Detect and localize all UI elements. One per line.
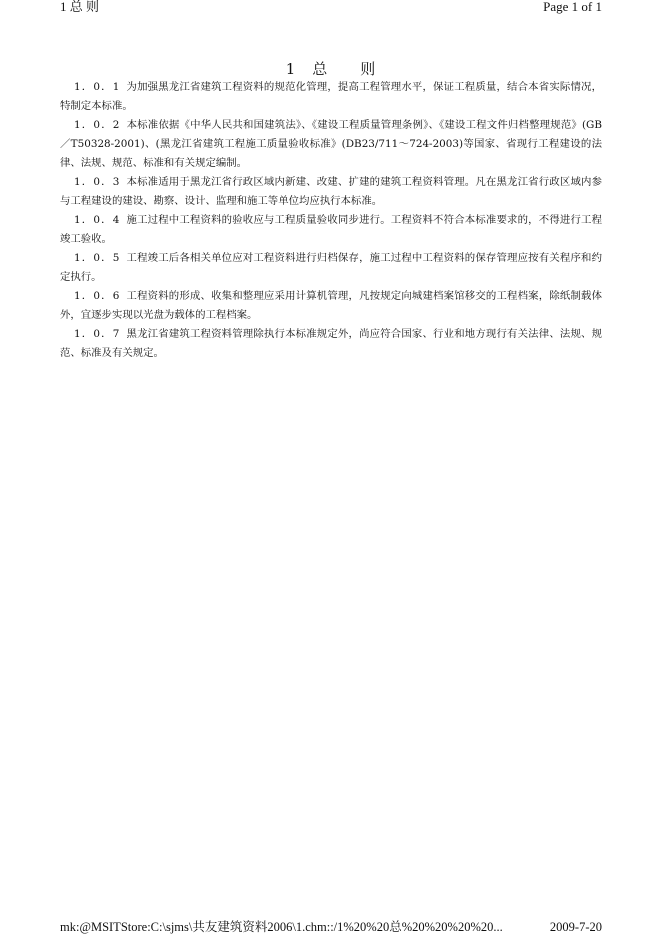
clause-1-0-2 [60,116,602,173]
clause-number: 1．0．5 [74,252,121,264]
clause-text: 工程竣工后各相关单位应对工程资料进行归档保存，施工过程中工程资料的保存管理应按有关程序和约定执行。 [60,252,602,283]
clause-1-0-5 [60,249,602,287]
clause-number: 1．0．7 [74,328,121,340]
clause-1-0-3 [60,173,602,211]
document-title: 1 总 则 [285,60,377,78]
clause-text: 黑龙江省建筑工程资料管理除执行本标准规定外，尚应符合国家、行业和地方现行有关法律、法规、规范、标准及有关规定。 [60,328,602,359]
clause-text: 本标准适用于黑龙江省行政区域内新建、改建、扩建的建筑工程资料管理。凡在黑龙江省行政区域内参与工程建设的建设、勘察、设计、监理和施工等单位均应执行本标准。 [60,176,602,207]
clause-1-0-6 [60,287,602,325]
print-header-page-number: Page 1 of 1 [543,0,602,14]
clause-1-0-7 [60,325,602,363]
clause-text: 工程资料的形成、收集和整理应采用计算机管理，凡按规定向城建档案馆移交的工程档案，除纸制载体外，宜逐步实现以光盘为载体的工程档案。 [60,290,602,321]
clause-text: 施工过程中工程资料的验收应与工程质量验收同步进行。工程资料不符合本标准要求的，不得进行工程竣工验收。 [60,214,602,245]
print-footer-date: 2009-7-20 [549,920,602,934]
print-header-title: 1 总 则 [60,0,100,14]
print-footer-url: mk:@MSITStore:C:\sjms\共友建筑资料2006\1.chm::/1%20%20总%20%20%20%20... [60,920,503,934]
clause-number: 1．0．3 [74,176,121,188]
clause-text: 本标准依据《中华人民共和国建筑法》、《建设工程质量管理条例》、《建设工程文件归档整理规范》(GB／T50328-2001)、(黑龙江省建筑工程施工质量验收标准》(DB23/711～724-2003)等国家、省现行工程建设的法律、法规、规范、标准和有关规定编制。 [60,119,602,169]
clause-number: 1．0．1 [74,81,121,93]
document-body [60,78,602,363]
clause-number: 1．0．2 [74,119,121,131]
clause-1-0-1 [60,78,602,116]
clause-number: 1．0．6 [74,290,121,302]
clause-number: 1．0．4 [74,214,121,226]
clause-1-0-4 [60,211,602,249]
clause-text: 为加强黑龙江省建筑工程资料的规范化管理，提高工程管理水平，保证工程质量，结合本省实际情况，特制定本标准。 [60,81,602,112]
